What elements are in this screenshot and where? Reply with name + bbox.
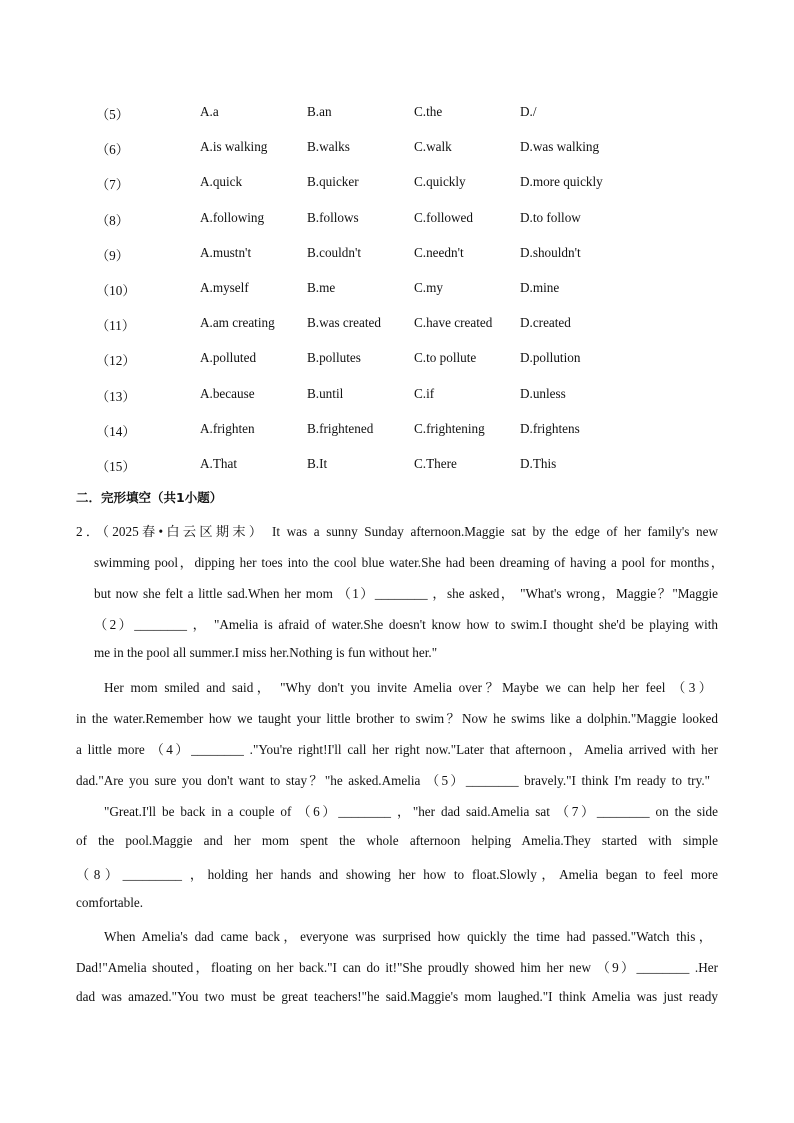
option-b: B.frightened	[307, 420, 374, 436]
passage-line: When Amelia's dad came back，everyone was surprised how quickly the time had passed."Watch this，	[104, 929, 712, 944]
passage-line: a little more （4）________ ."You're right!I'll call her right now."Later that afternoon，Amelia arrived with her	[76, 742, 718, 757]
question-number: （15）	[96, 459, 136, 474]
passage-line: （8）_________ ，holding her hands and showing her how to float.Slowly，Amelia began to feel more	[76, 867, 718, 882]
option-a: A.following	[200, 209, 265, 225]
option-d: D.This	[520, 456, 557, 471]
option-b: B.It	[307, 456, 328, 471]
option-row	[0, 104, 794, 124]
option-d: D.frightens	[520, 420, 580, 436]
option-d: D./	[520, 104, 537, 119]
option-b: B.walks	[307, 139, 350, 155]
question-number: （6）	[96, 142, 129, 158]
option-a: A.am creating	[200, 315, 275, 331]
option-row	[0, 210, 794, 230]
option-d: D.to follow	[520, 209, 581, 225]
option-c: C.There	[414, 456, 457, 471]
passage-line: but now she felt a little sad.When her mom （1）________ ，she asked， "What's wrong，Maggie？"Maggie	[94, 586, 718, 601]
option-c: C.walk	[414, 139, 452, 155]
passage-line: swimming pool，dipping her toes into the cool blue water.She had been dreaming of having a pool for months，	[94, 555, 724, 570]
option-row	[0, 174, 794, 194]
passage-line: in the water.Remember how we taught your little brother to swim？Now he swims like a dolphin."Maggie looked	[76, 711, 718, 726]
option-d: D.more quickly	[520, 174, 603, 190]
option-c: C.the	[414, 104, 443, 119]
option-a: A.a	[200, 104, 219, 119]
option-row	[0, 280, 794, 300]
option-c: C.frightening	[414, 420, 485, 436]
question-number: （11）	[96, 318, 136, 334]
option-a: A.quick	[200, 174, 243, 190]
option-d: D.shouldn't	[520, 244, 581, 260]
passage-line: comfortable.	[76, 895, 144, 910]
option-a: A.is walking	[200, 139, 268, 155]
option-row	[0, 315, 794, 335]
passage-line: dad was amazed."You two must be great teachers!"he said.Maggie's mom laughed."I think Amelia was just ready	[76, 989, 718, 1004]
option-c: C.if	[414, 385, 435, 401]
question-number: （8）	[96, 212, 129, 228]
option-d: D.was walking	[520, 139, 600, 155]
passage-line: （2）________ ， "Amelia is afraid of water.She doesn't know how to swim.I thought she'd be playing with	[94, 617, 718, 632]
option-a: A.That	[200, 456, 237, 471]
passage-line: Dad!"Amelia shouted，floating on her back."I can do it!"She proudly showed him her new （9）________ .Her	[76, 960, 718, 975]
option-row	[0, 245, 794, 265]
passage-line: "Great.I'll be back in a couple of （6）________ ，"her dad said.Amelia sat （7）________ on the side	[104, 804, 718, 819]
passage-line: Her mom smiled and said， "Why don't you invite Amelia over？Maybe we can help her feel （3）	[104, 680, 712, 695]
option-a: A.myself	[200, 280, 249, 295]
question-number: （10）	[96, 283, 136, 298]
option-row	[0, 456, 794, 476]
option-row	[0, 386, 794, 406]
option-c: C.my	[414, 280, 443, 295]
question-number: （14）	[96, 423, 136, 439]
passage-line: 2．（2025春•白云区期末） It was a sunny Sunday afternoon.Maggie sat by the edge of her family's new	[76, 524, 718, 539]
option-row	[0, 139, 794, 159]
option-b: B.me	[307, 280, 336, 295]
question-number: （13）	[96, 388, 136, 404]
option-a: A.polluted	[200, 350, 257, 366]
option-a: A.mustn't	[200, 244, 252, 260]
option-b: B.quicker	[307, 174, 359, 190]
option-row	[0, 421, 794, 441]
option-c: C.needn't	[414, 244, 464, 260]
question-number: （7）	[96, 177, 129, 193]
option-row	[0, 350, 794, 370]
option-d: D.mine	[520, 280, 560, 295]
question-number: （12）	[96, 353, 136, 369]
option-c: C.have created	[414, 315, 493, 331]
question-number: （5）	[96, 107, 129, 122]
passage-line: me in the pool all summer.I miss her.Nothing is fun without her."	[94, 645, 438, 660]
option-a: A.because	[200, 385, 255, 401]
option-c: C.to pollute	[414, 350, 477, 366]
passage-line: of the pool.Maggie and her mom spent the whole afternoon helping Amelia.They started with simple	[76, 833, 718, 848]
option-b: B.until	[307, 385, 344, 401]
option-b: B.follows	[307, 209, 359, 225]
option-a: A.frighten	[200, 420, 255, 436]
option-d: D.created	[520, 315, 571, 331]
passage-line: dad."Are you sure you don't want to stay？"he asked.Amelia （5）________ bravely."I think I'm ready to try."	[76, 773, 710, 788]
option-d: D.unless	[520, 385, 566, 401]
option-b: B.was created	[307, 315, 381, 331]
option-b: B.pollutes	[307, 350, 361, 366]
option-b: B.couldn't	[307, 244, 362, 260]
question-number: （9）	[96, 247, 129, 263]
option-b: B.an	[307, 104, 332, 119]
section-title: 二．完形填空（共1小题）	[76, 490, 223, 505]
option-d: D.pollution	[520, 350, 581, 366]
option-c: C.quickly	[414, 174, 466, 190]
option-c: C.followed	[414, 209, 473, 225]
